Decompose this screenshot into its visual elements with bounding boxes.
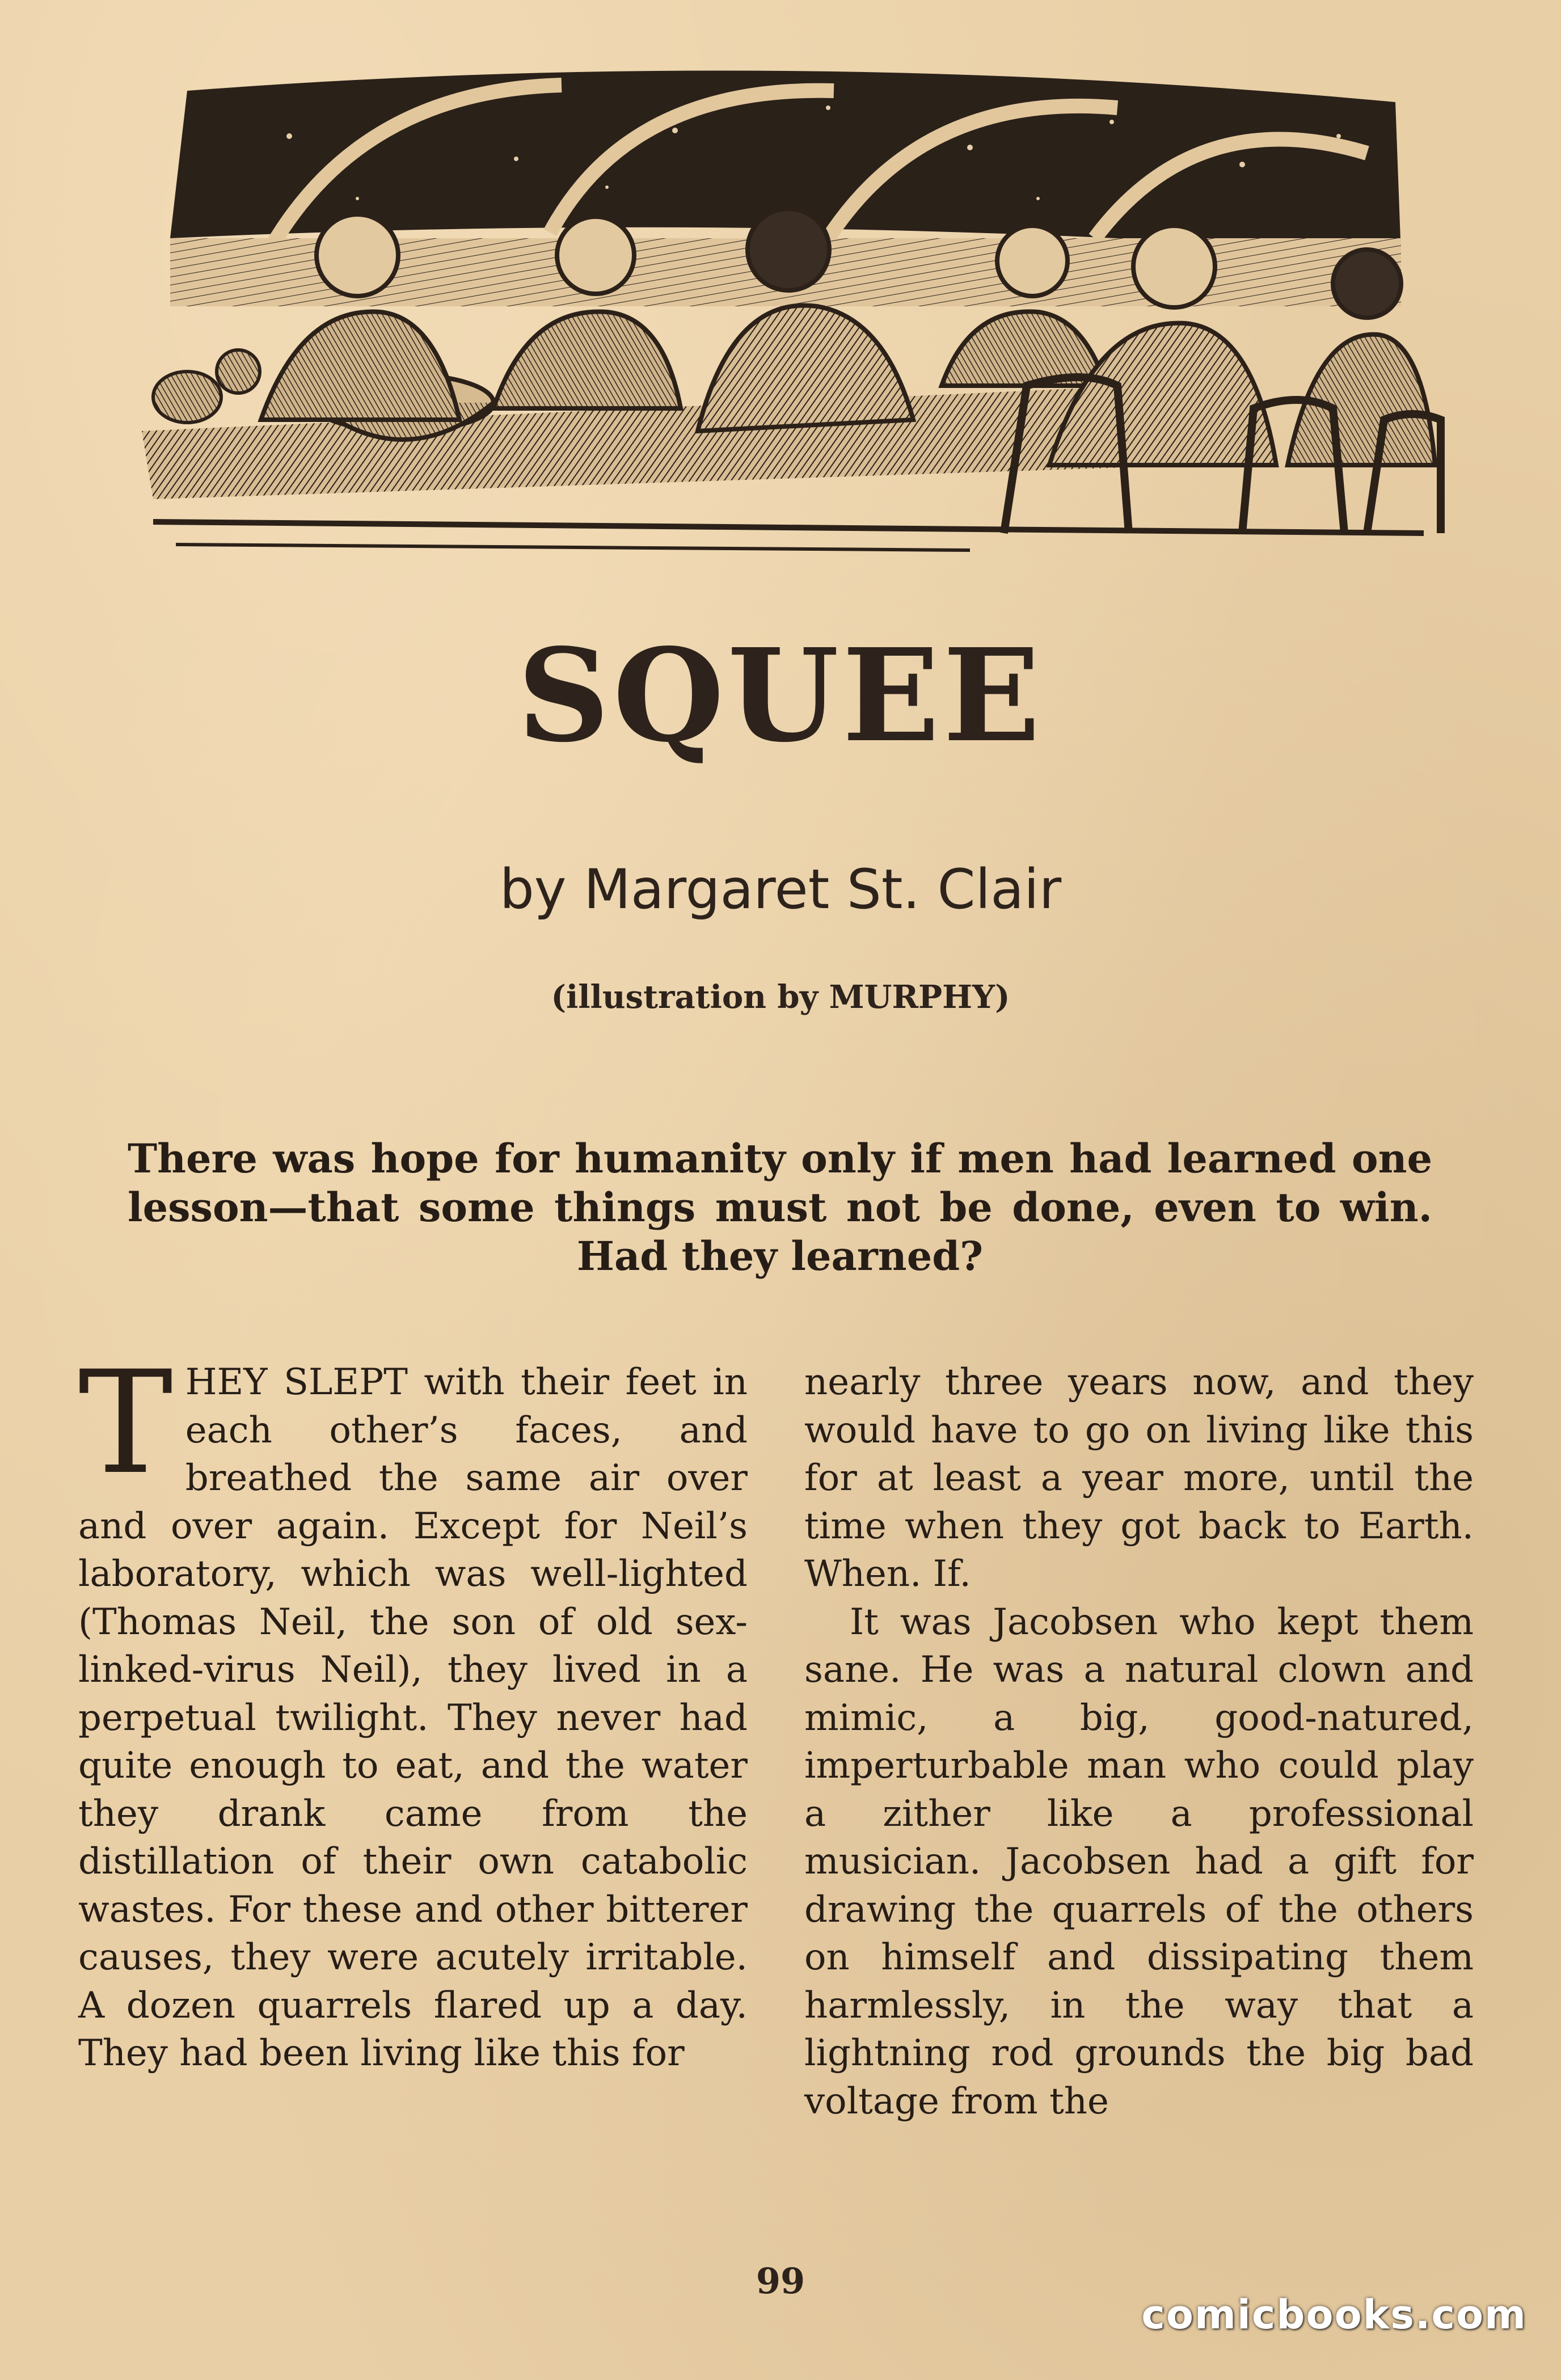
paragraph-continued: nearly three years now, and they would have to go on living like this for at least a year more, until the time when they got back to Earth. When. If. xyxy=(804,1361,1474,1595)
author-byline: by Margaret St. Clair xyxy=(499,858,1062,921)
right-column xyxy=(804,1358,1474,2125)
header-illustration xyxy=(119,68,1446,567)
left-column xyxy=(78,1340,748,2078)
story-title: SQUEE xyxy=(517,621,1044,771)
site-watermark: comicbooks.com xyxy=(1141,2292,1527,2338)
page-number: 99 xyxy=(756,2260,805,2302)
illustration-credit: (illustration by MURPHY) xyxy=(551,978,1010,1016)
opening-text: HEY SLEPT with their feet in each other’s faces, and breathed the same air over and over again. Except for Neil’s laboratory, which was well-lighted (Thomas Neil, the son of old sex-linked-virus Neil), they lived in a perpetual twilight. They never had quite enough to eat, and the water they drank came from the distillation of their own catabolic wastes. For these and other bitterer causes, they were acutely irritable. A dozen quarrels flared up a day. They had been living like this for xyxy=(78,1361,748,2074)
paragraph-jacobsen: It was Jacobsen who kept them sane. He was a natural clown and mimic, a big, good-natured, imperturbable man who could play a zither like a professional musician. Jacobsen had a gift for drawing the quarrels of the others on himself and dissipating them harmlessly, in the way that a lightning rod grounds the big bad voltage from the xyxy=(804,1601,1474,2122)
drop-cap: T xyxy=(78,1340,173,1505)
paragraph-opening xyxy=(78,1340,748,2078)
story-blurb: There was hope for humanity only if men had learned one lesson—that some things must not be done, even to win. Had they learned? xyxy=(128,1135,1432,1280)
